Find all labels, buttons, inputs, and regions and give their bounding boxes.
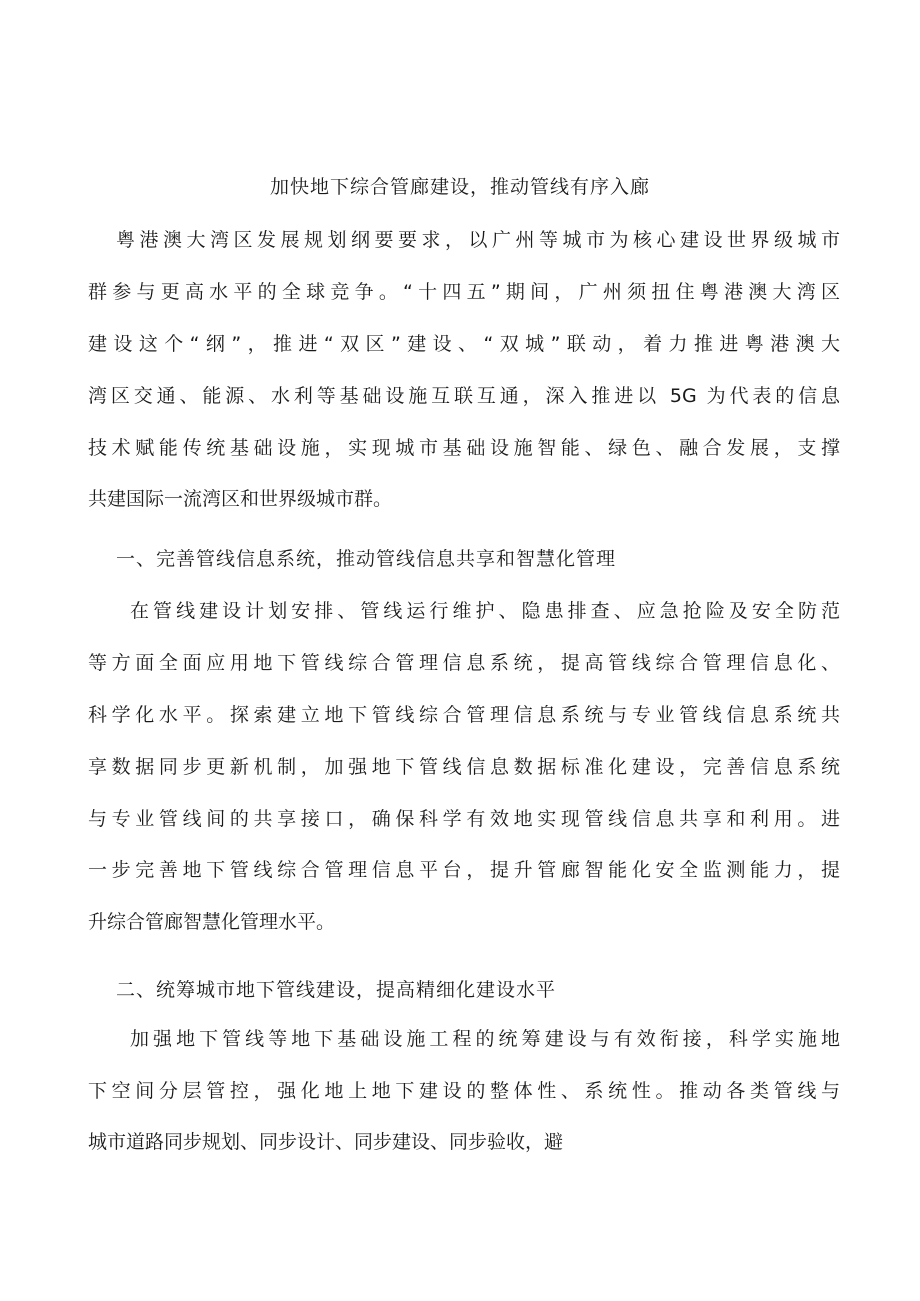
document-title: 加快地下综合管廊建设，推动管线有序入廊 xyxy=(269,176,650,198)
section-heading-2: 二、统筹城市地下管线建设，提高精细化建设水平 xyxy=(116,979,557,1001)
section1-line: 等方面全面应用地下管线综合管理信息系统，提高管线综合管理信息化、 xyxy=(88,652,840,674)
section1-line: 升综合管廊智慧化管理水平。 xyxy=(88,911,336,933)
section2-line: 城市道路同步规划、同步设计、同步建设、同步验收，避 xyxy=(88,1131,564,1153)
intro-line: 粤港澳大湾区发展规划纲要要求，以广州等城市为核心建设世界级城市 xyxy=(116,229,840,251)
section1-line: 一步完善地下管线综合管理信息平台，提升管廊智能化安全监测能力，提 xyxy=(88,859,840,881)
section2-line: 下空间分层管控，强化地上地下建设的整体性、系统性。推动各类管线与 xyxy=(88,1080,840,1102)
section-heading-1: 一、完善管线信息系统，推动管线信息共享和智慧化管理 xyxy=(116,548,617,570)
intro-line: 群参与更高水平的全球竞争。“十四五”期间，广州须扭住粤港澳大湾区 xyxy=(88,281,840,303)
section2-line: 加强地下管线等地下基础设施工程的统筹建设与有效衔接，科学实施地 xyxy=(130,1028,840,1050)
section1-line: 科学化水平。探索建立地下管线综合管理信息系统与专业管线信息系统共 xyxy=(88,704,840,726)
intro-line: 建设这个“纲”，推进“双区”建设、“双城”联动，着力推进粤港澳大 xyxy=(88,333,840,355)
intro-line: 共建国际一流湾区和世界级城市群。 xyxy=(88,488,393,510)
section1-line: 与专业管线间的共享接口，确保科学有效地实现管线信息共享和利用。进 xyxy=(88,808,840,830)
section1-line: 在管线建设计划安排、管线运行维护、隐患排查、应急抢险及安全防范 xyxy=(130,600,840,622)
section1-line: 享数据同步更新机制，加强地下管线信息数据标准化建设，完善信息系统 xyxy=(88,756,840,778)
intro-line: 技术赋能传统基础设施，实现城市基础设施智能、绿色、融合发展，支撑 xyxy=(88,437,840,459)
intro-line: 湾区交通、能源、水利等基础设施互联互通，深入推进以 5G 为代表的信息 xyxy=(88,385,840,407)
